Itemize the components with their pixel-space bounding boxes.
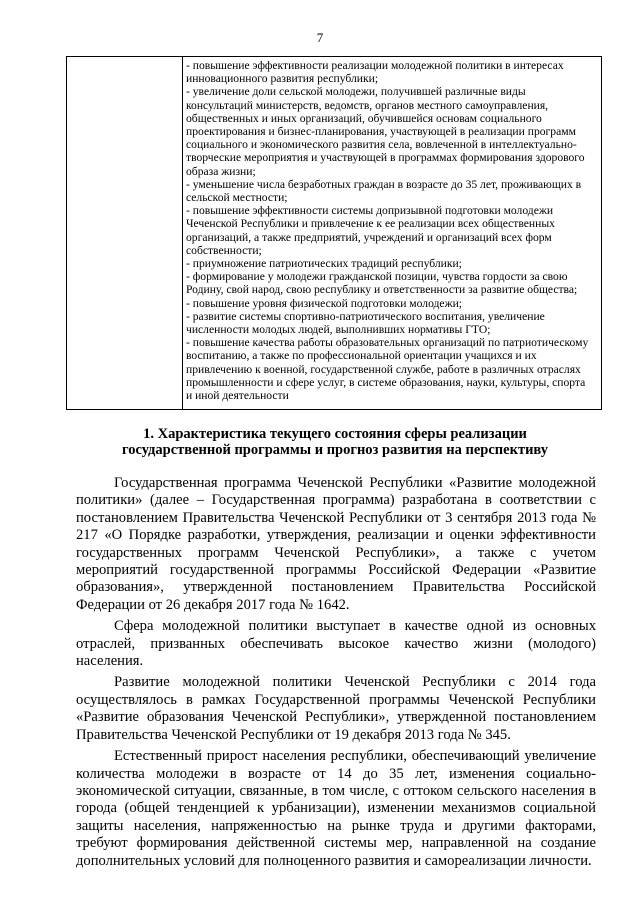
section-heading-line-1: 1. Характеристика текущего состояния сферы реализации bbox=[143, 426, 527, 442]
paragraph: Государственная программа Чеченской Республики «Развитие молодежной политики» (далее – Государственная программа) разработана в соответствии с постановлением Правительства Чеченской Республики от 3 сентября 2013 года № 217 «О Порядке разработки, утверждения, реализации и оценки эффективности государственных программ Чеченской Республики», а также с учетом мероприятий государственной программы Российской Федерации «Развитие образования», утвержденной постановлением Правительства Российской Федерации от 26 декабря 2017 года № 1642. bbox=[76, 475, 596, 613]
goal-item: - повышение качества работы образовательных организаций по патриотическому воспитанию, а также по профессиональной ориентации учащихся и их привлечению к военной, государственной службе, работе в различных отраслях промышленности и сфере услуг, в системе образования, науки, культуры, спорта и иной деятельности bbox=[186, 336, 589, 403]
section-heading bbox=[70, 426, 600, 458]
table-column-divider bbox=[182, 57, 183, 409]
goal-item: - повышение эффективности реализации молодежной политики в интересах инновационного развития республики; bbox=[186, 59, 564, 86]
goal-item: - развитие системы спортивно-патриотического воспитания, увеличение численности молодых людей, выполнивших нормативы ГТО; bbox=[186, 309, 545, 337]
page-number: 7 bbox=[316, 30, 324, 45]
section-heading-line-2: государственной программы и прогноз развития на перспективу bbox=[121, 442, 549, 458]
goal-item: - повышение уровня физической подготовки молодежи; bbox=[186, 296, 463, 310]
goals-table bbox=[66, 56, 602, 410]
section-body bbox=[76, 475, 596, 874]
goal-item: - формирование у молодежи гражданской позиции, чувства гордости за свою Родину, свой народ, свою республику и ответственности за развитие общества; bbox=[186, 270, 578, 297]
goal-item: - уменьшение числа безработных граждан в возрасте до 35 лет, проживающих в сельской местности; bbox=[186, 177, 582, 205]
goal-item: - увеличение доли сельской молодежи, получившей различные виды консультаций министерств, ведомств, органов местного самоуправления, общественных и иных организаций, обучившейся основам социального проектирования и бизнес-планирования, участвующей в реализации программ социального и экономического развития села, вовлеченной в интеллектуально-творческие мероприятия и участвующей в программах формирования здорового образа жизни; bbox=[186, 85, 585, 178]
goal-item: - повышение эффективности системы допризывной подготовки молодежи Чеченской Республики и привлечение к ее реализации всех общественных организаций, а также предприятий, учреждений и организаций всех форм собственности; bbox=[186, 204, 555, 257]
goal-item: - приумножение патриотических традиций республики; bbox=[186, 257, 462, 271]
paragraph: Естественный прирост населения республики, обеспечивающий увеличение количества молодежи в возрасте от 14 до 35 лет, изменения социально-экономической ситуации, связанные, в том числе, с оттоком сельского населения в города (общей тенденцией к урбанизации), изменении механизмов социальной защиты населения, напряженностью на рынке труда и другими факторами, требуют формирования действенной системы мер, направленной на создание дополнительных условий для полноценного развития и самореализации личности. bbox=[76, 748, 596, 869]
goals-list bbox=[186, 59, 594, 402]
paragraph: Сфера молодежной политики выступает в качестве одной из основных отраслей, призванных обеспечивать высокое качество жизни (молодого) населения. bbox=[76, 618, 596, 670]
paragraph: Развитие молодежной политики Чеченской Республики с 2014 года осуществлялось в рамках Государственной программы Чеченской Республики «Развитие образования Чеченской Республики», утвержденной постановлением Правительства Чеченской Республики от 19 декабря 2013 года № 345. bbox=[76, 674, 596, 743]
